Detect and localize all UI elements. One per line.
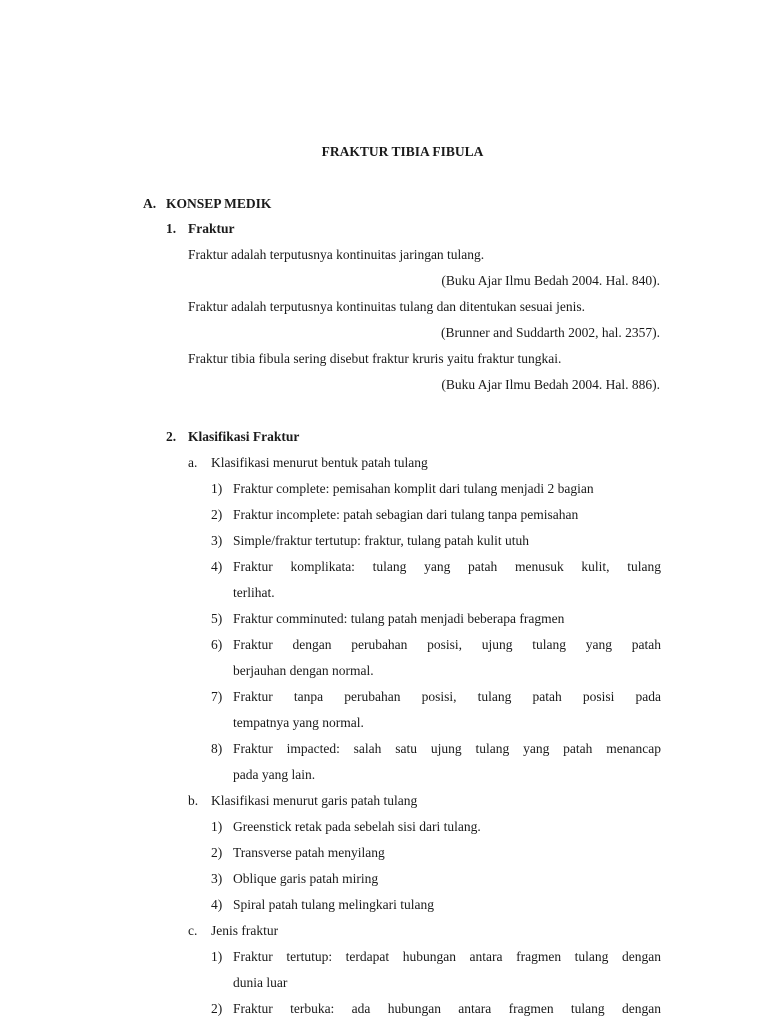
item-1-heading: Fraktur	[188, 221, 235, 236]
list-item-text: terlihat.	[233, 585, 275, 600]
list-item-number: 1)	[211, 949, 223, 964]
list-item-text: Fraktur tanpa perubahan posisi, tulang patah posisi pada	[233, 689, 661, 704]
section-a-marker: A.	[143, 196, 157, 211]
list-item-text: Fraktur incomplete: patah sebagian dari tulang tanpa pemisahan	[233, 507, 579, 522]
list-item-number: 8)	[211, 741, 223, 756]
list-item-text: Fraktur komplikata: tulang yang patah menusuk kulit, tulang	[233, 559, 661, 574]
section-a-heading: KONSEP MEDIK	[166, 196, 272, 211]
list-item-number: 2)	[211, 845, 223, 860]
list-item-text: dunia luar	[233, 975, 288, 990]
list-item-number: 2)	[211, 1001, 223, 1016]
definition-2: Fraktur adalah terputusnya kontinuitas tulang dan ditentukan sesuai jenis.	[188, 299, 586, 314]
list-item-text: Fraktur tertutup: terdapat hubungan antara fragmen tulang dengan	[233, 949, 661, 964]
subsection-b-label: Klasifikasi menurut garis patah tulang	[211, 793, 418, 808]
list-item-number: 1)	[211, 819, 223, 834]
list-item-number: 3)	[211, 533, 223, 548]
list-item-text: Fraktur comminuted: tulang patah menjadi beberapa fragmen	[233, 611, 565, 626]
list-item-text: pada yang lain.	[233, 767, 316, 782]
list-item-text: Fraktur impacted: salah satu ujung tulang yang patah menancap	[233, 741, 661, 756]
list-item-text: Simple/fraktur tertutup: fraktur, tulang patah kulit utuh	[233, 533, 530, 548]
list-item-number: 7)	[211, 689, 223, 704]
list-item-number: 4)	[211, 559, 223, 574]
list-item-number: 4)	[211, 897, 223, 912]
document-title: FRAKTUR TIBIA FIBULA	[321, 144, 484, 159]
item-1-marker: 1.	[166, 221, 177, 236]
list-item-text: Fraktur terbuka: ada hubungan antara fragmen tulang dengan	[233, 1001, 661, 1016]
subsection-a-label: Klasifikasi menurut bentuk patah tulang	[211, 455, 428, 470]
subsection-a-marker: a.	[188, 455, 198, 470]
definition-1: Fraktur adalah terputusnya kontinuitas jaringan tulang.	[188, 247, 485, 262]
list-item-text: Oblique garis patah miring	[233, 871, 379, 886]
citation-3: (Buku Ajar Ilmu Bedah 2004. Hal. 886).	[441, 377, 660, 392]
item-2-marker: 2.	[166, 429, 177, 444]
list-item-number: 2)	[211, 507, 223, 522]
list-item-text: Fraktur dengan perubahan posisi, ujung tulang yang patah	[233, 637, 661, 652]
subsection-b-marker: b.	[188, 793, 199, 808]
subsection-c-marker: c.	[188, 923, 198, 938]
list-item-text: Greenstick retak pada sebelah sisi dari tulang.	[233, 819, 481, 834]
item-2-heading: Klasifikasi Fraktur	[188, 429, 300, 444]
list-item-text: tempatnya yang normal.	[233, 715, 364, 730]
list-item-number: 6)	[211, 637, 223, 652]
list-item-text: Spiral patah tulang melingkari tulang	[233, 897, 434, 912]
list-item-number: 5)	[211, 611, 223, 626]
list-item-number: 3)	[211, 871, 223, 886]
subsection-c-label: Jenis fraktur	[211, 923, 279, 938]
citation-1: (Buku Ajar Ilmu Bedah 2004. Hal. 840).	[441, 273, 660, 288]
list-item-number: 1)	[211, 481, 223, 496]
definition-3: Fraktur tibia fibula sering disebut fraktur kruris yaitu fraktur tungkai.	[188, 351, 562, 366]
list-item-text: Transverse patah menyilang	[233, 845, 385, 860]
citation-2: (Brunner and Suddarth 2002, hal. 2357).	[441, 325, 660, 340]
list-item-text: berjauhan dengan normal.	[233, 663, 374, 678]
list-item-text: Fraktur complete: pemisahan komplit dari tulang menjadi 2 bagian	[233, 481, 594, 496]
